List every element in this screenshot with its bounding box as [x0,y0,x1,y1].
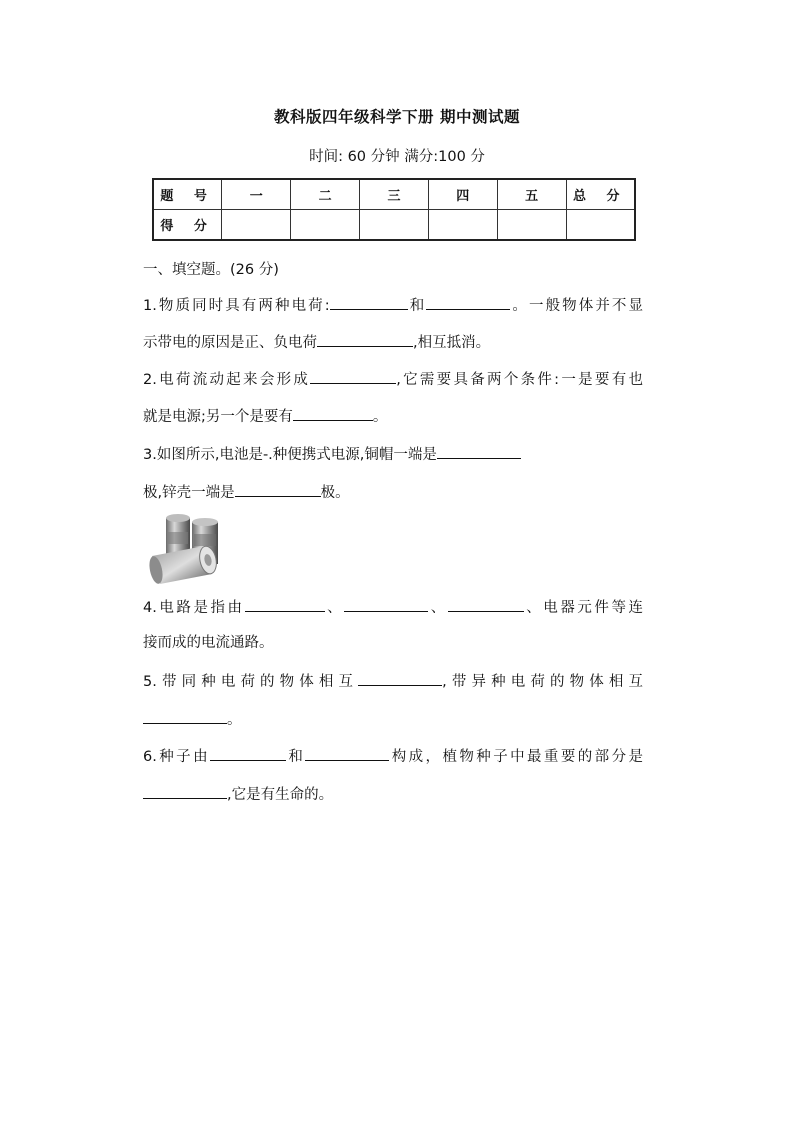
answer-blank[interactable] [358,670,442,686]
answer-blank[interactable] [344,596,428,612]
answer-blank[interactable] [235,481,321,497]
score-header-3: 三 [360,179,429,210]
answer-blank[interactable] [245,596,325,612]
score-cell-5[interactable] [497,210,566,241]
score-header-2: 二 [291,179,360,210]
score-table-header-row [153,179,635,210]
answer-blank[interactable] [437,443,521,459]
score-header-4: 四 [428,179,497,210]
score-table-score-row [153,210,635,241]
answer-blank[interactable] [310,368,396,384]
exam-title: 教科版四年级科学下册 期中测试题 [274,108,520,126]
battery-image [146,512,226,584]
answer-blank[interactable] [390,294,408,310]
score-header-5: 五 [497,179,566,210]
score-cell-2[interactable] [291,210,360,241]
section-heading: 一、填空题。(26 分) [143,262,279,278]
answer-blank[interactable] [330,294,390,310]
answer-blank[interactable] [143,783,227,799]
score-header-total: 总 分 [566,179,635,210]
question-3-line-2: 极,锌壳一端是 极。 [143,481,643,503]
question-2-line-1: 2.电荷流动起来会形成 ,它需要具备两个条件:一是要有也 [143,368,643,390]
answer-blank[interactable] [305,745,389,761]
answer-blank[interactable] [426,294,510,310]
question-4-line-2: 接而成的电流通路。 [143,635,274,651]
score-header-1: 一 [222,179,291,210]
question-5-line-2: 。 [143,708,643,730]
score-header-label: 题 号 [153,179,222,210]
question-3-line-1: 3.如图所示,电池是-.种便携式电源,铜帽一端是 [143,443,643,465]
question-5-line-1: 5.带同种电荷的物体相互 ,带异种电荷的物体相互 [143,670,643,692]
answer-blank[interactable] [498,596,524,612]
score-row-label: 得 分 [153,210,222,241]
question-1-line-2: 示带电的原因是正、负电荷 ,相互抵消。 [143,331,643,353]
score-cell-4[interactable] [428,210,497,241]
score-table [152,178,636,241]
answer-blank[interactable] [293,405,373,421]
question-4-line-1: 4.电路是指由 、 、 、电器元件等连 [143,596,643,618]
question-6-line-1: 6.种子由 和 构成，植物种子中最重要的部分是 [143,745,643,767]
question-6-line-2: ,它是有生命的。 [143,783,643,805]
score-cell-total[interactable] [566,210,635,241]
answer-blank[interactable] [317,331,413,347]
answer-blank[interactable] [448,596,498,612]
answer-blank[interactable] [210,745,286,761]
question-1-line-1: 1.物质同时具有两种电荷: 和 。一般物体并不显 [143,294,643,316]
score-cell-1[interactable] [222,210,291,241]
score-cell-3[interactable] [360,210,429,241]
question-2-line-2: 就是电源;另一个是要有 。 [143,405,643,427]
answer-blank[interactable] [143,708,227,724]
exam-time-score: 时间: 60 分钟 满分:100 分 [309,149,485,165]
